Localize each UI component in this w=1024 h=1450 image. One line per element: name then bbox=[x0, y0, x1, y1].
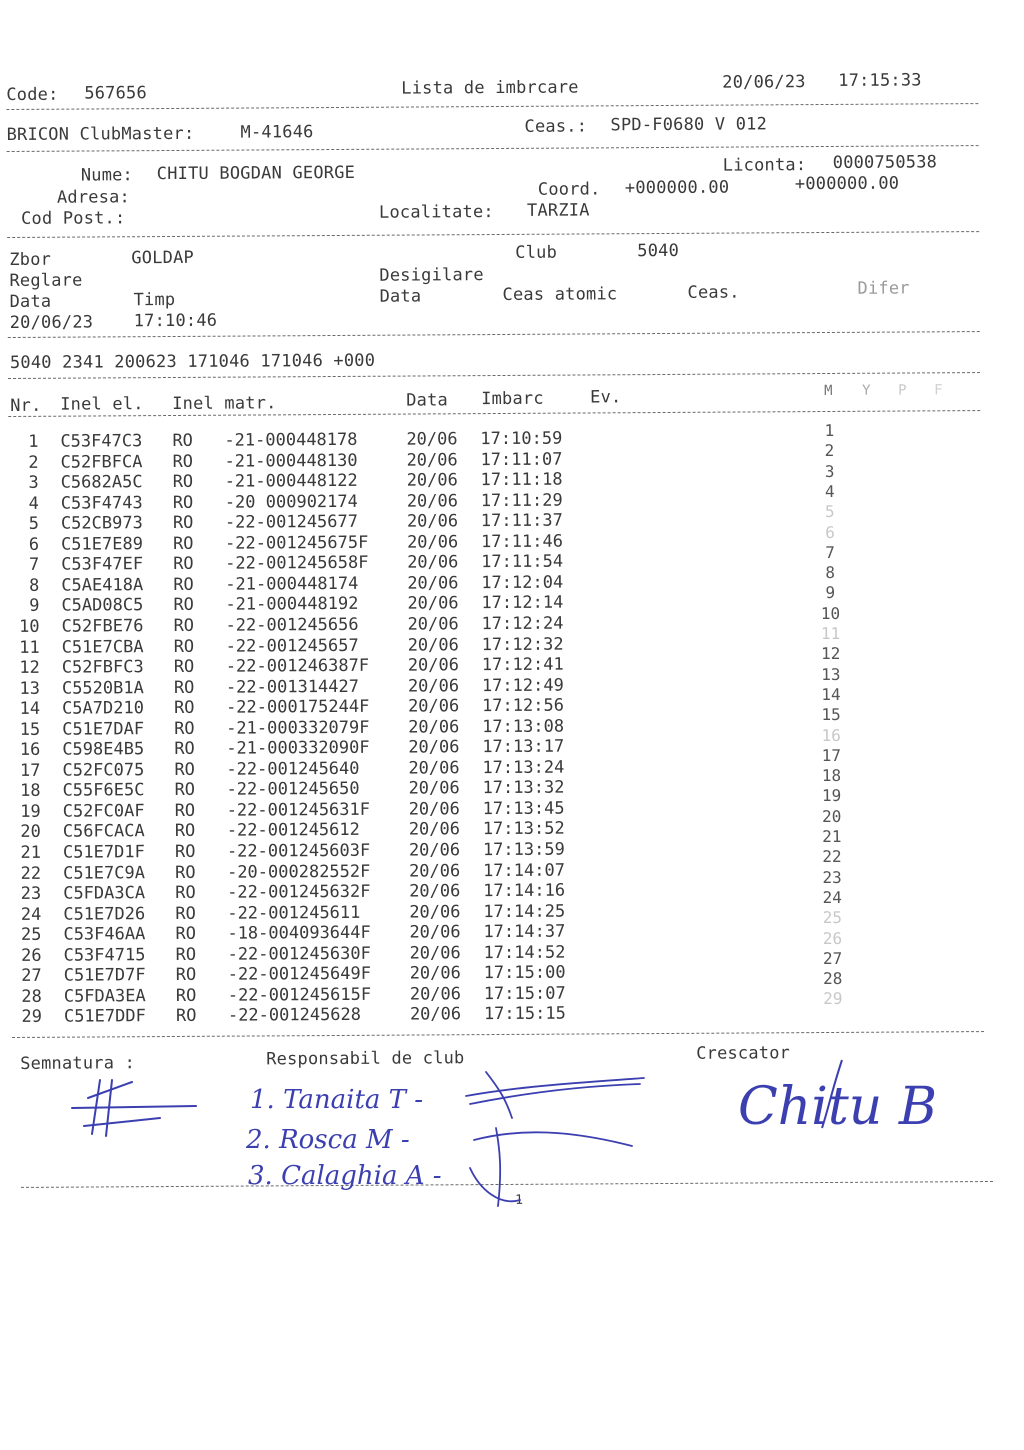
row-ring-matr: -22-001245630F bbox=[227, 943, 371, 965]
col-imbarc: Imbarc bbox=[481, 388, 544, 410]
desigilare-label: Desigilare bbox=[379, 265, 484, 286]
license-label: Liconta: bbox=[722, 155, 807, 176]
postal-label: Cod Post.: bbox=[20, 208, 126, 229]
row-nr: 20 bbox=[20, 822, 41, 843]
col-ev: Ev. bbox=[590, 387, 622, 408]
code-label: Code: bbox=[6, 84, 59, 106]
row-country: RO bbox=[172, 513, 194, 534]
col-y: Y bbox=[862, 382, 871, 399]
zbor-value: GOLDAP bbox=[131, 247, 194, 269]
row-ring-matr: -22-001245611 bbox=[227, 902, 361, 924]
row-ring-el: C53F47EF bbox=[61, 554, 144, 575]
row-country: RO bbox=[175, 944, 197, 965]
row-mark-m: 14 bbox=[821, 684, 841, 704]
row-nr: 7 bbox=[28, 555, 40, 576]
row-ring-matr: -22-001246387F bbox=[225, 655, 370, 677]
ceas-label: Ceas. bbox=[687, 282, 740, 303]
row-ring-matr: -21-000448130 bbox=[224, 450, 358, 472]
row-ring-el: C52FBE76 bbox=[61, 616, 144, 637]
row-time: 17:11:46 bbox=[480, 531, 563, 552]
row-ring-matr: -21-000332090F bbox=[226, 738, 370, 759]
divider bbox=[21, 1181, 993, 1188]
col-nr: Nr. bbox=[10, 395, 42, 416]
row-mark-m: 5 bbox=[824, 502, 835, 522]
divider bbox=[8, 410, 980, 417]
row-ring-matr: -22-001245675F bbox=[224, 532, 369, 554]
row-nr: 1 bbox=[28, 431, 39, 452]
document-title: Lista de imbrcare bbox=[401, 77, 579, 99]
club-value: 5040 bbox=[637, 240, 680, 262]
divider bbox=[8, 372, 980, 379]
row-date: 20/06 bbox=[409, 942, 461, 964]
row-nr: 24 bbox=[20, 904, 42, 925]
row-time: 17:14:37 bbox=[483, 921, 566, 943]
row-country: RO bbox=[175, 1006, 197, 1027]
row-nr: 2 bbox=[28, 452, 39, 473]
row-ring-el: C5FDA3EA bbox=[63, 986, 146, 1007]
row-time: 17:11:54 bbox=[481, 551, 564, 573]
row-nr: 27 bbox=[21, 966, 42, 987]
row-ring-el: C53F4715 bbox=[63, 944, 146, 966]
row-mark-m: 15 bbox=[821, 705, 841, 725]
row-ring-matr: -22-001245656 bbox=[225, 614, 359, 636]
row-mark-m: 20 bbox=[822, 806, 842, 826]
row-nr: 10 bbox=[18, 616, 40, 637]
row-date: 20/06 bbox=[408, 716, 460, 738]
coord-label: Coord. bbox=[537, 179, 601, 200]
row-mark-m: 10 bbox=[820, 603, 841, 623]
row-ring-el: C53F47C3 bbox=[60, 431, 143, 452]
row-date: 20/06 bbox=[406, 470, 458, 491]
row-ring-el: C5FDA3CA bbox=[63, 883, 146, 904]
row-ring-el: C5AE418A bbox=[61, 575, 144, 596]
row-mark-m: 11 bbox=[820, 623, 841, 644]
row-country: RO bbox=[173, 554, 194, 575]
row-nr: 5 bbox=[28, 514, 39, 535]
table-row bbox=[16, 1003, 606, 1030]
row-date: 20/06 bbox=[407, 675, 460, 697]
row-mark-m: 24 bbox=[822, 887, 842, 907]
row-date: 20/06 bbox=[408, 778, 460, 799]
row-nr: 15 bbox=[19, 719, 41, 740]
row-mark-m: 23 bbox=[822, 867, 842, 887]
row-time: 17:13:32 bbox=[482, 777, 565, 799]
row-ring-matr: -20 000902174 bbox=[224, 491, 358, 513]
row-date: 20/06 bbox=[406, 511, 459, 532]
row-ring-matr: -21-000448192 bbox=[225, 594, 359, 616]
row-mark-m: 18 bbox=[821, 766, 842, 786]
address-label: Adresa: bbox=[56, 187, 131, 208]
row-time: 17:13:17 bbox=[482, 736, 565, 758]
row-mark-m: 4 bbox=[824, 481, 835, 501]
row-ring-el: C52FC0AF bbox=[62, 801, 145, 822]
row-nr: 12 bbox=[19, 657, 40, 678]
row-time: 17:12:04 bbox=[481, 572, 564, 593]
row-mark-m: 12 bbox=[821, 644, 841, 664]
code-value: 567656 bbox=[84, 83, 147, 104]
responsible-name-3: 3. Calaghia A - bbox=[248, 1161, 442, 1191]
row-time: 17:15:00 bbox=[483, 962, 566, 984]
row-nr: 19 bbox=[20, 801, 41, 822]
row-ring-matr: -21-000448178 bbox=[224, 429, 358, 451]
name-label: Nume: bbox=[80, 165, 134, 186]
row-nr: 13 bbox=[19, 678, 40, 699]
row-mark-m: 21 bbox=[822, 826, 842, 847]
row-time: 17:14:16 bbox=[483, 880, 566, 902]
row-ring-matr: -21-000332079F bbox=[226, 717, 370, 739]
row-mark-m: 27 bbox=[822, 948, 843, 968]
row-time: 17:14:07 bbox=[482, 860, 565, 881]
row-ring-el: C53F4743 bbox=[60, 492, 143, 514]
row-ring-el: C51E7DAF bbox=[62, 718, 145, 740]
coord-x: +000000.00 bbox=[624, 177, 730, 199]
divider bbox=[7, 145, 979, 152]
ceas-atomic-label: Ceas atomic bbox=[502, 284, 618, 305]
divider bbox=[8, 331, 980, 338]
row-ring-matr: -20-000282552F bbox=[226, 861, 371, 883]
divider bbox=[12, 1031, 984, 1038]
owner-name: CHITU BOGDAN GEORGE bbox=[156, 162, 356, 185]
row-nr: 6 bbox=[28, 534, 40, 555]
row-time: 17:11:07 bbox=[480, 449, 563, 470]
reglare-label: Reglare bbox=[9, 270, 83, 291]
row-date: 20/06 bbox=[406, 490, 459, 512]
row-date: 20/06 bbox=[409, 984, 462, 1005]
breeder-signature-text: Chitu B bbox=[738, 1077, 938, 1137]
row-ring-matr: -18-004093644F bbox=[227, 922, 371, 944]
locality-label: Localitate: bbox=[378, 202, 494, 223]
row-country: RO bbox=[175, 924, 196, 945]
row-country: RO bbox=[172, 533, 194, 554]
row-date: 20/06 bbox=[407, 573, 459, 594]
row-nr: 21 bbox=[20, 842, 41, 863]
row-ring-el: C51E7E89 bbox=[60, 533, 143, 555]
row-ring-el: C53F46AA bbox=[63, 924, 146, 945]
row-ring-el: C52FBFCA bbox=[60, 451, 143, 473]
row-nr: 23 bbox=[20, 883, 42, 905]
row-date: 20/06 bbox=[408, 840, 461, 861]
row-nr: 17 bbox=[19, 760, 41, 781]
row-mark-m: 6 bbox=[825, 522, 835, 542]
row-mark-m: 16 bbox=[821, 725, 841, 745]
row-ring-el: C56FCACA bbox=[62, 821, 145, 843]
row-country: RO bbox=[174, 759, 195, 780]
row-time: 17:13:59 bbox=[482, 839, 565, 861]
row-nr: 22 bbox=[20, 863, 42, 884]
row-ring-matr: -22-001245628 bbox=[227, 1005, 362, 1027]
row-ring-el: C51E7D26 bbox=[63, 903, 146, 925]
row-country: RO bbox=[174, 862, 196, 883]
row-time: 17:15:07 bbox=[483, 983, 566, 1004]
row-country: RO bbox=[175, 965, 197, 986]
row-country: RO bbox=[173, 677, 195, 698]
semnatura-label: Semnatura : bbox=[20, 1053, 136, 1074]
flight-code-line: 5040 2341 200623 171046 171046 +000 bbox=[9, 350, 376, 373]
row-ring-matr: -22-001245658F bbox=[225, 553, 369, 574]
clock-label: Ceas.: bbox=[524, 116, 588, 137]
zbor-label: Zbor bbox=[9, 249, 52, 270]
row-country: RO bbox=[172, 430, 193, 451]
row-time: 17:11:37 bbox=[480, 510, 563, 532]
row-mark-m: 17 bbox=[821, 745, 842, 765]
print-time: 17:15:33 bbox=[838, 70, 922, 91]
row-date: 20/06 bbox=[408, 819, 461, 840]
col-m: M bbox=[824, 382, 833, 400]
divider bbox=[6, 103, 978, 110]
row-mark-m: 19 bbox=[821, 786, 842, 806]
row-country: RO bbox=[175, 903, 196, 924]
page-number: 1 bbox=[515, 1192, 524, 1208]
row-mark-m: 13 bbox=[821, 664, 841, 684]
row-nr: 26 bbox=[21, 945, 42, 966]
row-ring-el: C5682A5C bbox=[60, 472, 143, 493]
locality-value: TARZIA bbox=[526, 200, 590, 221]
data-label: Data bbox=[9, 291, 52, 312]
data2-label: Data bbox=[379, 286, 422, 307]
row-nr: 25 bbox=[20, 924, 42, 946]
row-country: RO bbox=[174, 718, 195, 739]
row-time: 17:13:08 bbox=[482, 716, 565, 737]
row-ring-el: C52FC075 bbox=[62, 759, 145, 781]
row-ring-matr: -22-001245603F bbox=[226, 840, 371, 862]
row-date: 20/06 bbox=[408, 737, 460, 758]
club-label: Club bbox=[515, 242, 558, 263]
row-ring-matr: -21-000448174 bbox=[225, 573, 359, 595]
row-mark-m: 29 bbox=[823, 989, 843, 1009]
col-inel-matr: Inel matr. bbox=[172, 393, 277, 414]
row-time: 17:12:41 bbox=[481, 654, 564, 676]
row-nr: 18 bbox=[20, 781, 41, 802]
row-time: 17:13:52 bbox=[482, 819, 565, 840]
row-ring-el: C55F6E5C bbox=[62, 780, 145, 802]
row-ring-el: C51E7CBA bbox=[61, 636, 144, 658]
row-date: 20/06 bbox=[408, 860, 461, 882]
row-date: 20/06 bbox=[407, 634, 459, 656]
row-time: 17:13:24 bbox=[482, 757, 565, 778]
row-date: 20/06 bbox=[407, 614, 459, 635]
row-date: 20/06 bbox=[407, 593, 459, 614]
row-time: 17:14:25 bbox=[483, 901, 566, 922]
row-date: 20/06 bbox=[409, 963, 461, 984]
row-nr: 16 bbox=[19, 740, 41, 761]
row-country: RO bbox=[172, 471, 194, 493]
row-ring-el: C52CB973 bbox=[60, 513, 143, 534]
row-mark-m: 28 bbox=[823, 969, 843, 989]
row-ring-el: C51E7C9A bbox=[62, 862, 146, 884]
row-ring-matr: -22-001245631F bbox=[226, 799, 371, 821]
row-ring-el: C52FBFC3 bbox=[61, 657, 144, 678]
col-inel-el: Inel el. bbox=[60, 394, 144, 415]
row-ring-matr: -22-001245650 bbox=[226, 779, 360, 801]
row-time: 17:12:56 bbox=[481, 695, 564, 717]
row-country: RO bbox=[172, 492, 194, 513]
row-date: 20/06 bbox=[407, 552, 459, 573]
row-mark-m: 8 bbox=[825, 563, 836, 583]
row-date: 20/06 bbox=[409, 901, 461, 923]
row-country: RO bbox=[174, 739, 195, 760]
col-p: P bbox=[898, 382, 907, 399]
print-date: 20/06/23 bbox=[722, 72, 806, 93]
timp-label: Timp bbox=[133, 289, 176, 311]
row-ring-matr: -22-001245640 bbox=[226, 758, 360, 780]
col-data: Data bbox=[406, 390, 448, 411]
row-time: 17:11:29 bbox=[480, 490, 563, 511]
row-ring-matr: -22-001314427 bbox=[225, 676, 360, 698]
row-time: 17:15:15 bbox=[483, 1003, 566, 1025]
row-country: RO bbox=[173, 574, 194, 595]
row-time: 17:12:32 bbox=[481, 634, 564, 655]
col-f: F bbox=[934, 382, 943, 399]
row-date: 20/06 bbox=[407, 696, 460, 717]
row-ring-el: C5A7D210 bbox=[61, 698, 144, 719]
clock-id: SPD-F0680 V 012 bbox=[610, 114, 768, 136]
row-ring-matr: -22-001245649F bbox=[227, 964, 372, 985]
row-country: RO bbox=[174, 841, 196, 862]
clubmaster-id: M-41646 bbox=[240, 122, 314, 143]
row-ring-matr: -22-001245612 bbox=[226, 820, 360, 842]
row-country: RO bbox=[173, 615, 195, 636]
row-mark-m: 3 bbox=[824, 461, 835, 481]
responsible-name-1: 1. Tanaita T - bbox=[250, 1085, 424, 1115]
coord-y: +000000.00 bbox=[794, 173, 900, 195]
row-ring-matr: -22-001245677 bbox=[224, 512, 359, 533]
row-country: RO bbox=[173, 595, 194, 616]
row-date: 20/06 bbox=[408, 799, 460, 820]
row-mark-m: 26 bbox=[822, 928, 843, 948]
row-ring-el: C5520B1A bbox=[61, 677, 144, 699]
row-date: 20/06 bbox=[408, 758, 460, 779]
row-mark-m: 25 bbox=[822, 908, 843, 928]
row-date: 20/06 bbox=[406, 429, 458, 450]
responsible-name-2: 2. Rosca M - bbox=[246, 1125, 410, 1155]
row-nr: 29 bbox=[21, 1007, 42, 1028]
row-country: RO bbox=[174, 821, 196, 842]
row-date: 20/06 bbox=[406, 532, 459, 553]
row-time: 17:14:52 bbox=[483, 942, 566, 963]
row-date: 20/06 bbox=[409, 881, 461, 902]
row-country: RO bbox=[174, 780, 196, 801]
row-date: 20/06 bbox=[409, 1004, 462, 1025]
row-time: 17:12:49 bbox=[481, 675, 564, 696]
row-nr: 9 bbox=[29, 596, 40, 617]
row-time: 17:11:18 bbox=[480, 469, 563, 491]
row-country: RO bbox=[174, 800, 196, 821]
row-time: 17:13:45 bbox=[482, 798, 565, 819]
row-ring-el: C51E7DDF bbox=[63, 1006, 146, 1028]
row-ring-matr: -22-001245632F bbox=[227, 881, 371, 903]
row-nr: 14 bbox=[19, 698, 41, 720]
row-time: 17:12:14 bbox=[481, 593, 564, 614]
row-mark-m: 22 bbox=[822, 847, 842, 867]
license-value: 0000750538 bbox=[832, 152, 938, 173]
divider bbox=[7, 231, 979, 238]
row-mark-m: 7 bbox=[825, 542, 835, 562]
reglare-date: 20/06/23 bbox=[9, 312, 94, 333]
row-ring-el: C51E7D7F bbox=[63, 965, 146, 986]
row-country: RO bbox=[173, 636, 195, 657]
row-country: RO bbox=[172, 451, 194, 472]
row-country: RO bbox=[175, 882, 196, 904]
row-mark-m: 2 bbox=[824, 441, 835, 461]
row-ring-matr: -22-001245615F bbox=[227, 984, 372, 1006]
row-ring-el: C51E7D1F bbox=[62, 842, 145, 863]
row-mark-m: 1 bbox=[824, 420, 835, 441]
row-ring-matr: -22-001245657 bbox=[225, 635, 359, 657]
row-country: RO bbox=[175, 985, 197, 1006]
row-nr: 11 bbox=[19, 637, 40, 658]
row-date: 20/06 bbox=[409, 922, 461, 943]
row-ring-el: C598E4B5 bbox=[62, 739, 145, 760]
difer-label: Difer bbox=[857, 278, 910, 299]
row-country: RO bbox=[173, 698, 195, 719]
row-time: 17:12:24 bbox=[481, 613, 564, 635]
row-ring-matr: -21-000448122 bbox=[224, 470, 358, 492]
row-nr: 8 bbox=[28, 575, 40, 596]
row-country: RO bbox=[173, 656, 195, 678]
responsabil-label: Responsabil de club bbox=[266, 1048, 465, 1070]
row-nr: 28 bbox=[21, 986, 42, 1007]
row-mark-m: 9 bbox=[825, 583, 836, 603]
row-ring-el: C5AD08C5 bbox=[61, 595, 144, 617]
row-nr: 3 bbox=[28, 472, 39, 493]
row-date: 20/06 bbox=[406, 449, 458, 471]
row-time: 17:10:59 bbox=[480, 428, 563, 450]
row-ring-matr: -22-000175244F bbox=[225, 696, 370, 718]
row-date: 20/06 bbox=[407, 655, 460, 676]
crescator-label: Crescator bbox=[696, 1043, 791, 1064]
software-label: BRICON ClubMaster: bbox=[6, 123, 195, 146]
row-nr: 4 bbox=[28, 493, 39, 514]
reglare-time: 17:10:46 bbox=[133, 310, 218, 332]
